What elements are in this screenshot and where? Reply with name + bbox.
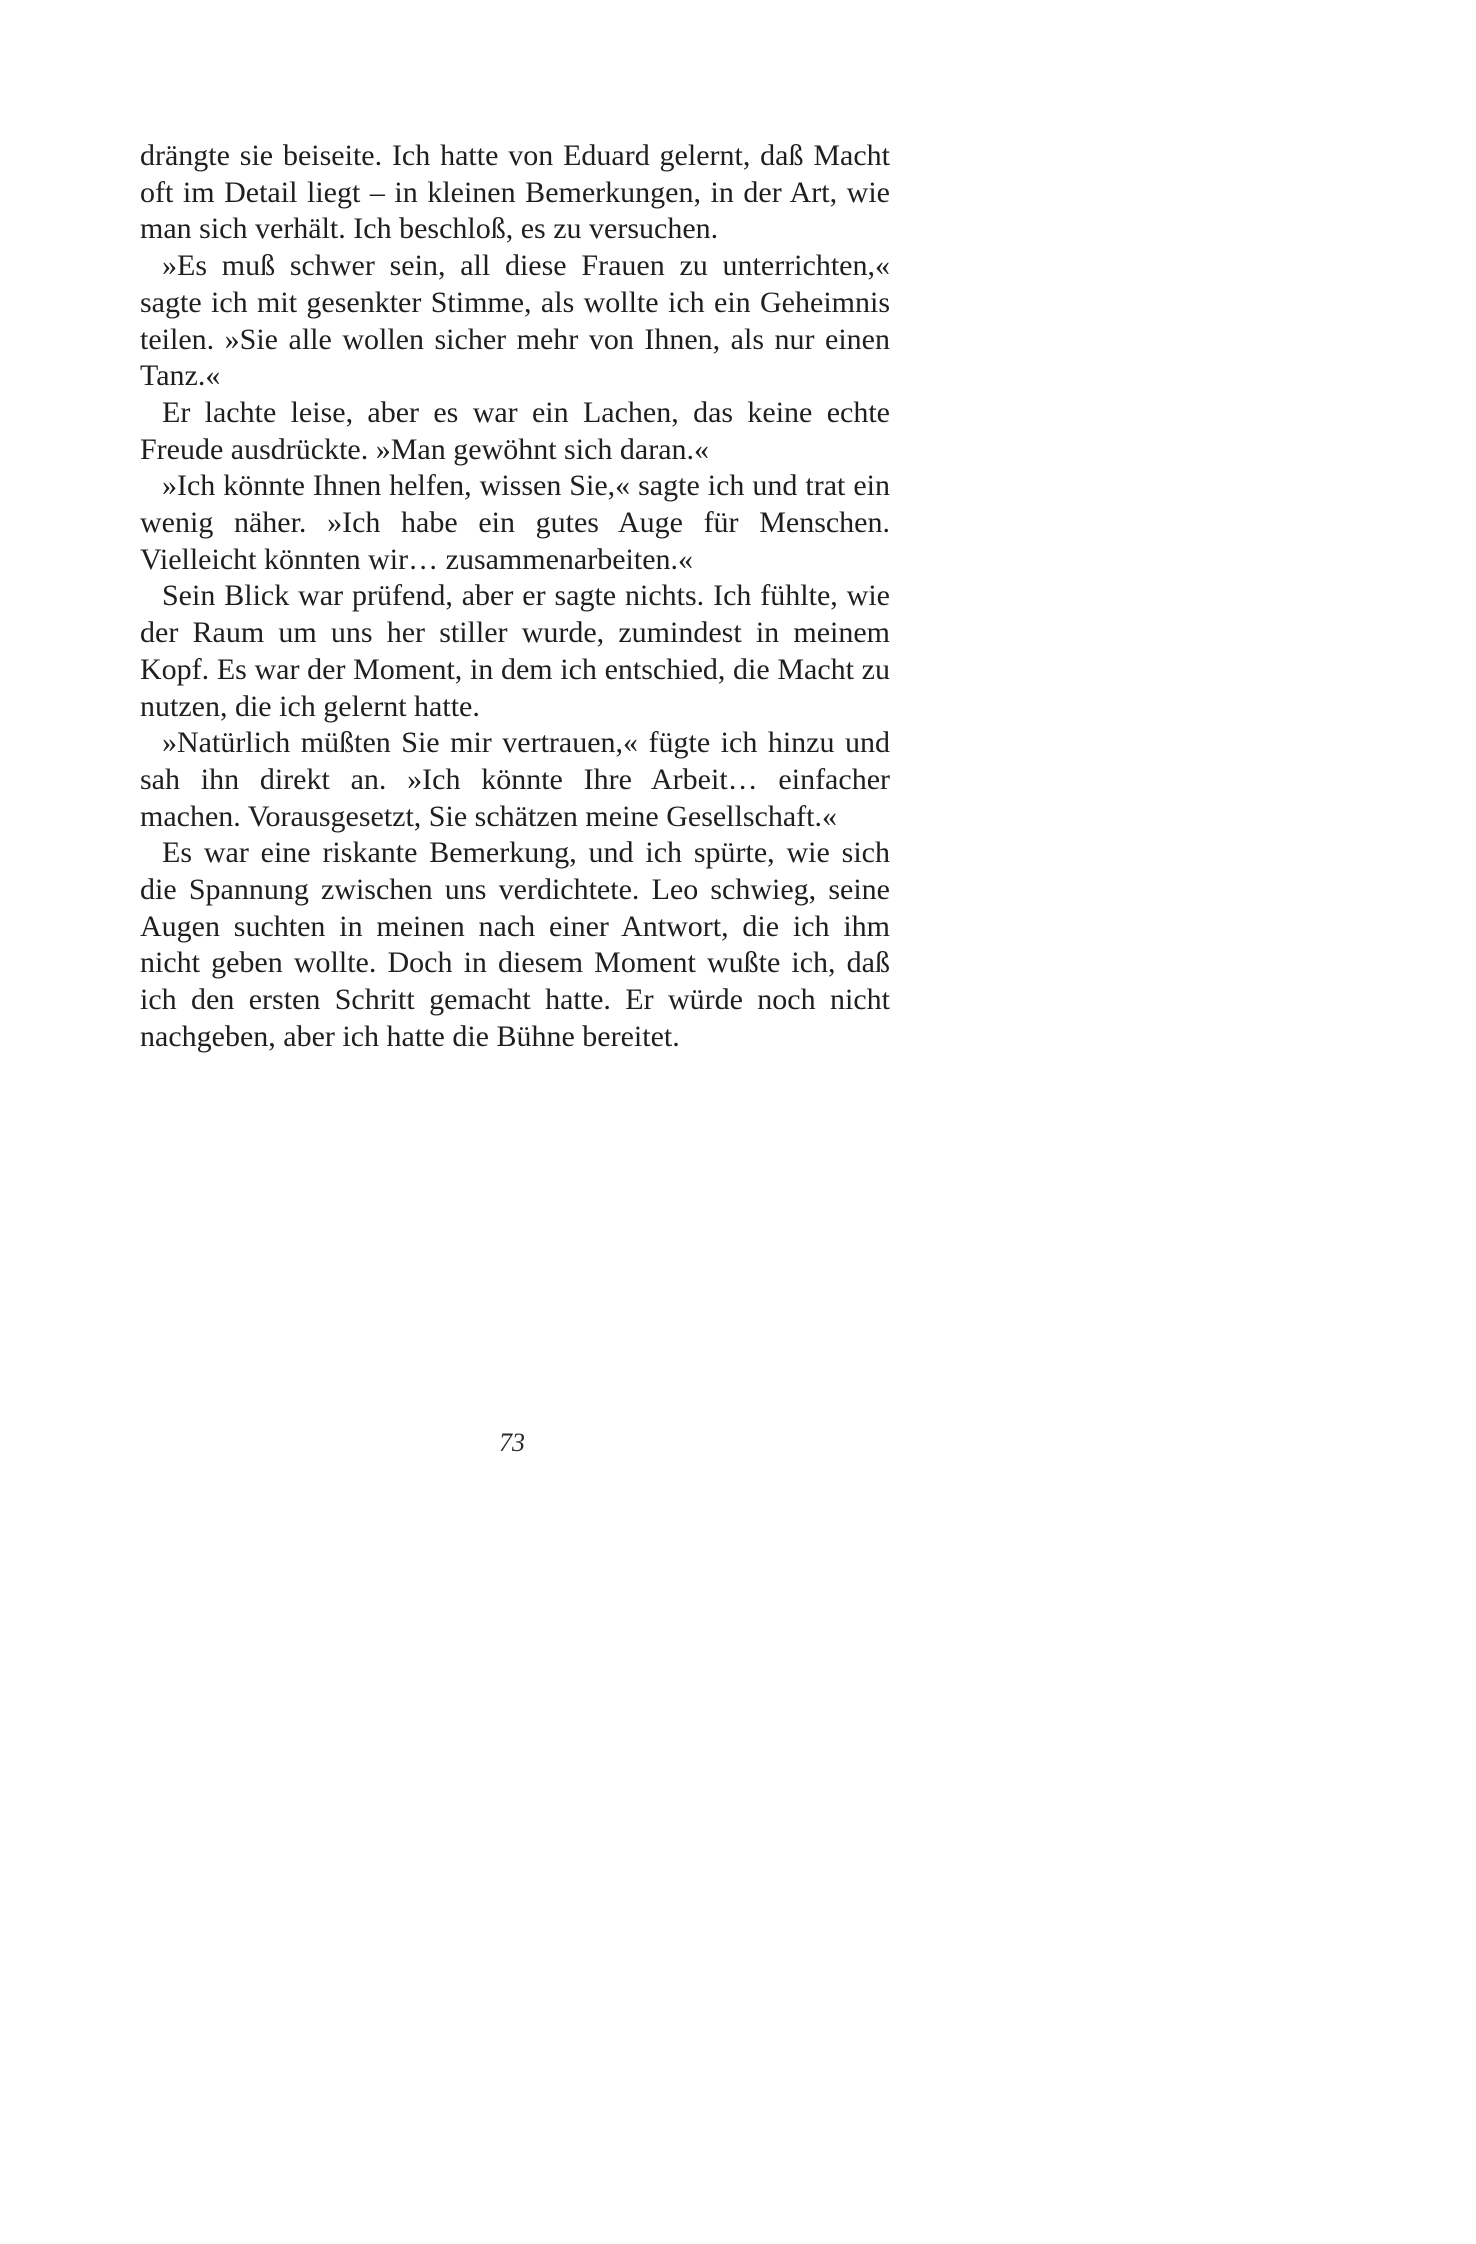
page-number: 73 xyxy=(499,1428,525,1457)
paragraph: Er lachte leise, aber es war ein Lachen, das keine echte Freude ausdrückte. »Man gewöhnt sich daran.« xyxy=(140,395,890,466)
paragraph: »Es muß schwer sein, all diese Frauen zu unterrichten,« sagte ich mit gesenkter Stimme, als wollte ich ein Geheimnis teilen. »Sie alle wollen sicher mehr von Ihnen, als nur einen Tanz.« xyxy=(140,249,890,393)
paragraph: »Ich könnte Ihnen helfen, wissen Sie,« sagte ich und trat ein wenig näher. »Ich habe ein gutes Auge für Menschen. Vielleicht könnten wir… zusammenarbeiten.« xyxy=(140,469,890,576)
paragraph: »Natürlich müßten Sie mir vertrauen,« fügte ich hinzu und sah ihn direkt an. »Ich könnte Ihre Arbeit… einfacher machen. Vorausgesetzt, Sie schätzen meine Gesellschaft.« xyxy=(140,726,890,833)
body-text xyxy=(140,138,890,1056)
book-page xyxy=(0,0,1024,1557)
paragraph: Sein Blick war prüfend, aber er sagte nichts. Ich fühlte, wie der Raum um uns her stiller wurde, zumindest in meinem Kopf. Es war der Moment, in dem ich entschied, die Macht zu nutzen, die ich gelernt hatte. xyxy=(140,579,890,723)
paragraph: Es war eine riskante Bemerkung, und ich spürte, wie sich die Spannung zwischen uns verdichtete. Leo schwieg, seine Augen suchten in meinen nach einer Antwort, die ich ihm nicht geben wollte. Doch in diesem Moment wußte ich, daß ich den ersten Schritt gemacht hatte. Er würde noch nicht nachgeben, aber ich hatte die Bühne bereitet. xyxy=(140,836,890,1053)
paragraph: drängte sie beiseite. Ich hatte von Eduard gelernt, daß Macht oft im Detail liegt – in kleinen Bemerkungen, in der Art, wie man sich verhält. Ich beschloß, es zu versuchen. xyxy=(140,139,890,246)
